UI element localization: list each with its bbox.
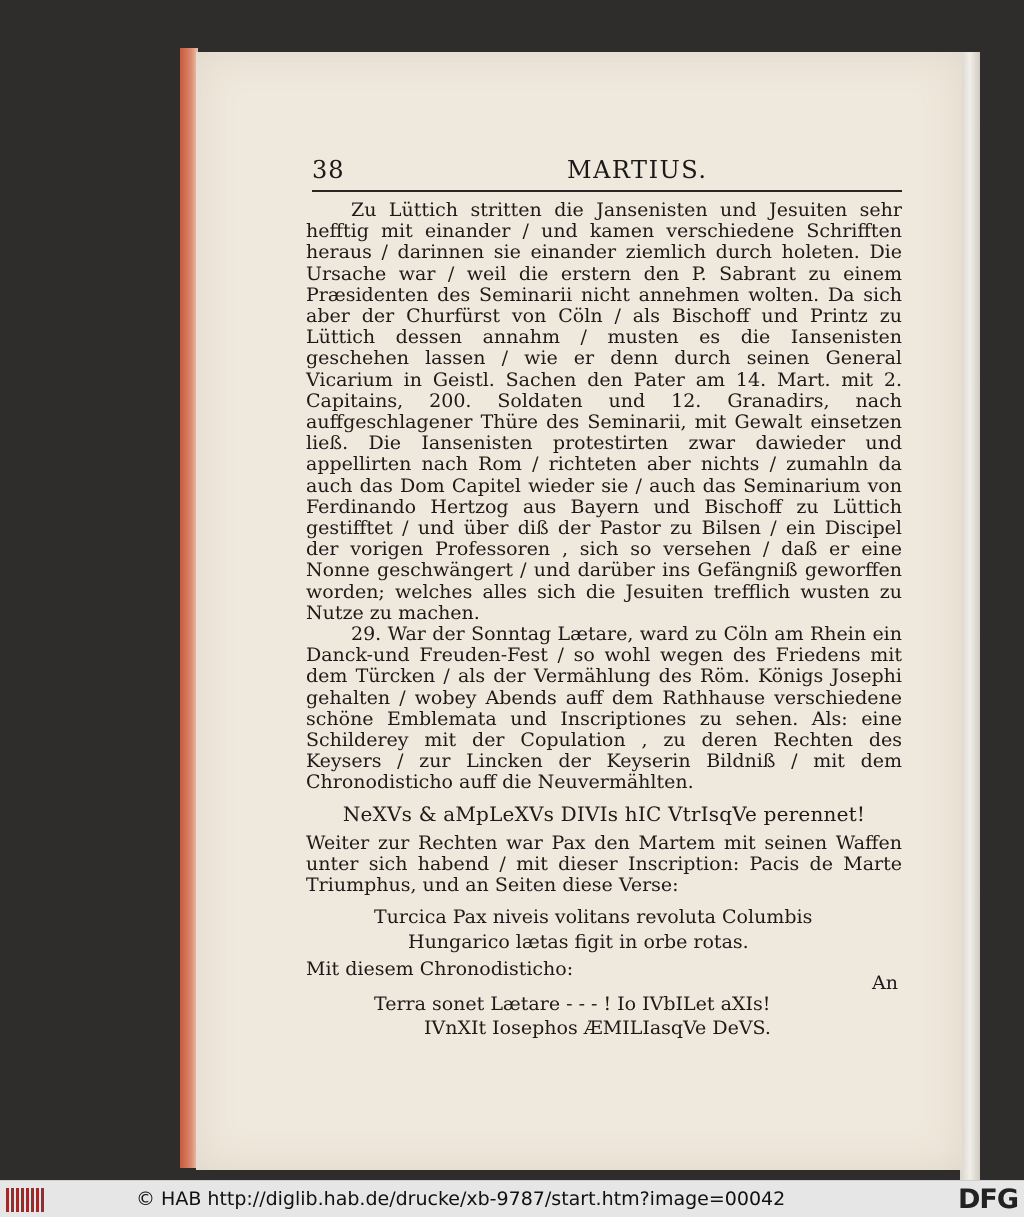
paragraph-cologne: 29. War der Sonntag Lætare, ward zu Cöln am Rhein ein Danck-und Freuden-Fest / so wohl wegen des Friedens mit dem Türcken / als der Vermählung des Röm. Königs Josephi gehalten / wobey Abends auff dem Rathhause verschiedene schöne Emblemata und Inscriptiones zu sehen. Als: eine Schilderey mit der Copulation , zu deren Rechten des Keysers / zur Lincken der Keyserin Bildniß / mit dem Chronodisticho auff die Neuvermählten. [306,623,902,794]
catchword: An [872,972,898,994]
hab-logo-icon [6,1188,50,1212]
dfg-logo: DFG [957,1184,1018,1215]
paragraph-pax: Weiter zur Rechten war Pax den Martem mit seinen Waffen unter sich habend / mit dieser Inscription: Pacis de Marte Triumphus, und an Seiten diese Verse: [306,831,902,897]
viewer-footer [0,1180,1024,1217]
header-rule [312,190,902,192]
chrono-intro: Mit diesem Chronodisticho: [306,957,574,980]
chrono-line-1: Terra sonet Lætare - - - ! Io IVbILet aXIs! [374,992,771,1015]
copyright-link[interactable]: © HAB http://diglib.hab.de/drucke/xb-9787/start.htm?image=00042 [136,1188,786,1210]
chrono-line-2: IVnXIt Iosephos ÆMILIasqVe DeVS. [424,1016,771,1039]
running-head [312,156,902,186]
verse-line-2: Hungarico lætas figit in orbe rotas. [408,930,749,953]
book-page [196,52,962,1170]
chronodistichon [306,992,902,1040]
chronostichon-1: NeXVs & aMpLeXVs DIVIs hIC VtrIsqVe perennet! [342,801,866,826]
verse-block [306,905,902,955]
verse-line-1: Turcica Pax niveis volitans revoluta Columbis [374,905,813,928]
book-edge-right [960,52,980,1182]
paragraph-liege: Zu Lüttich stritten die Jansenisten und Jesuiten sehr hefftig mit einander / und kamen verschiedene Schrifften heraus / darinnen sie einander ziemlich durch holeten. Die Ursache war / weil die erstern den P. Sabrant zu einem Præsidenten des Seminarii nicht annehmen wolten. Da sich aber der Churfürst von Cöln / als Bischoff und Printz zu Lüttich dessen annahm / musten es die Iansenisten geschehen lassen / wie er denn durch seinen General Vicarium in Geistl. Sachen den Pater am 14. Mart. mit 2. Capitains, 200. Soldaten und 12. Granadirs, nach auffgeschlagener Thüre des Seminarii, mit Gewalt einsetzen ließ. Die Iansenisten protestirten zwar dawieder und appellirten nach Rom / richteten aber nichts / zumahln da auch das Dom Capitel wieder sie / auch das Seminarium von Ferdinando Hertzog aus Bayern und Bischoff zu Lüttich gestifftet / und über diß der Pastor zu Bilsen / ein Discipel der vorigen Professoren , sich so versehen / daß er eine Nonne geschwängert / und darüber ins Gefängniß geworffen worden; welches alles sich die Jesuiten trefflich wusten zu Nutze zu machen. [306,199,902,624]
running-title: MARTIUS. [567,156,708,184]
page-body [306,200,902,1040]
page-number: 38 [312,156,345,184]
